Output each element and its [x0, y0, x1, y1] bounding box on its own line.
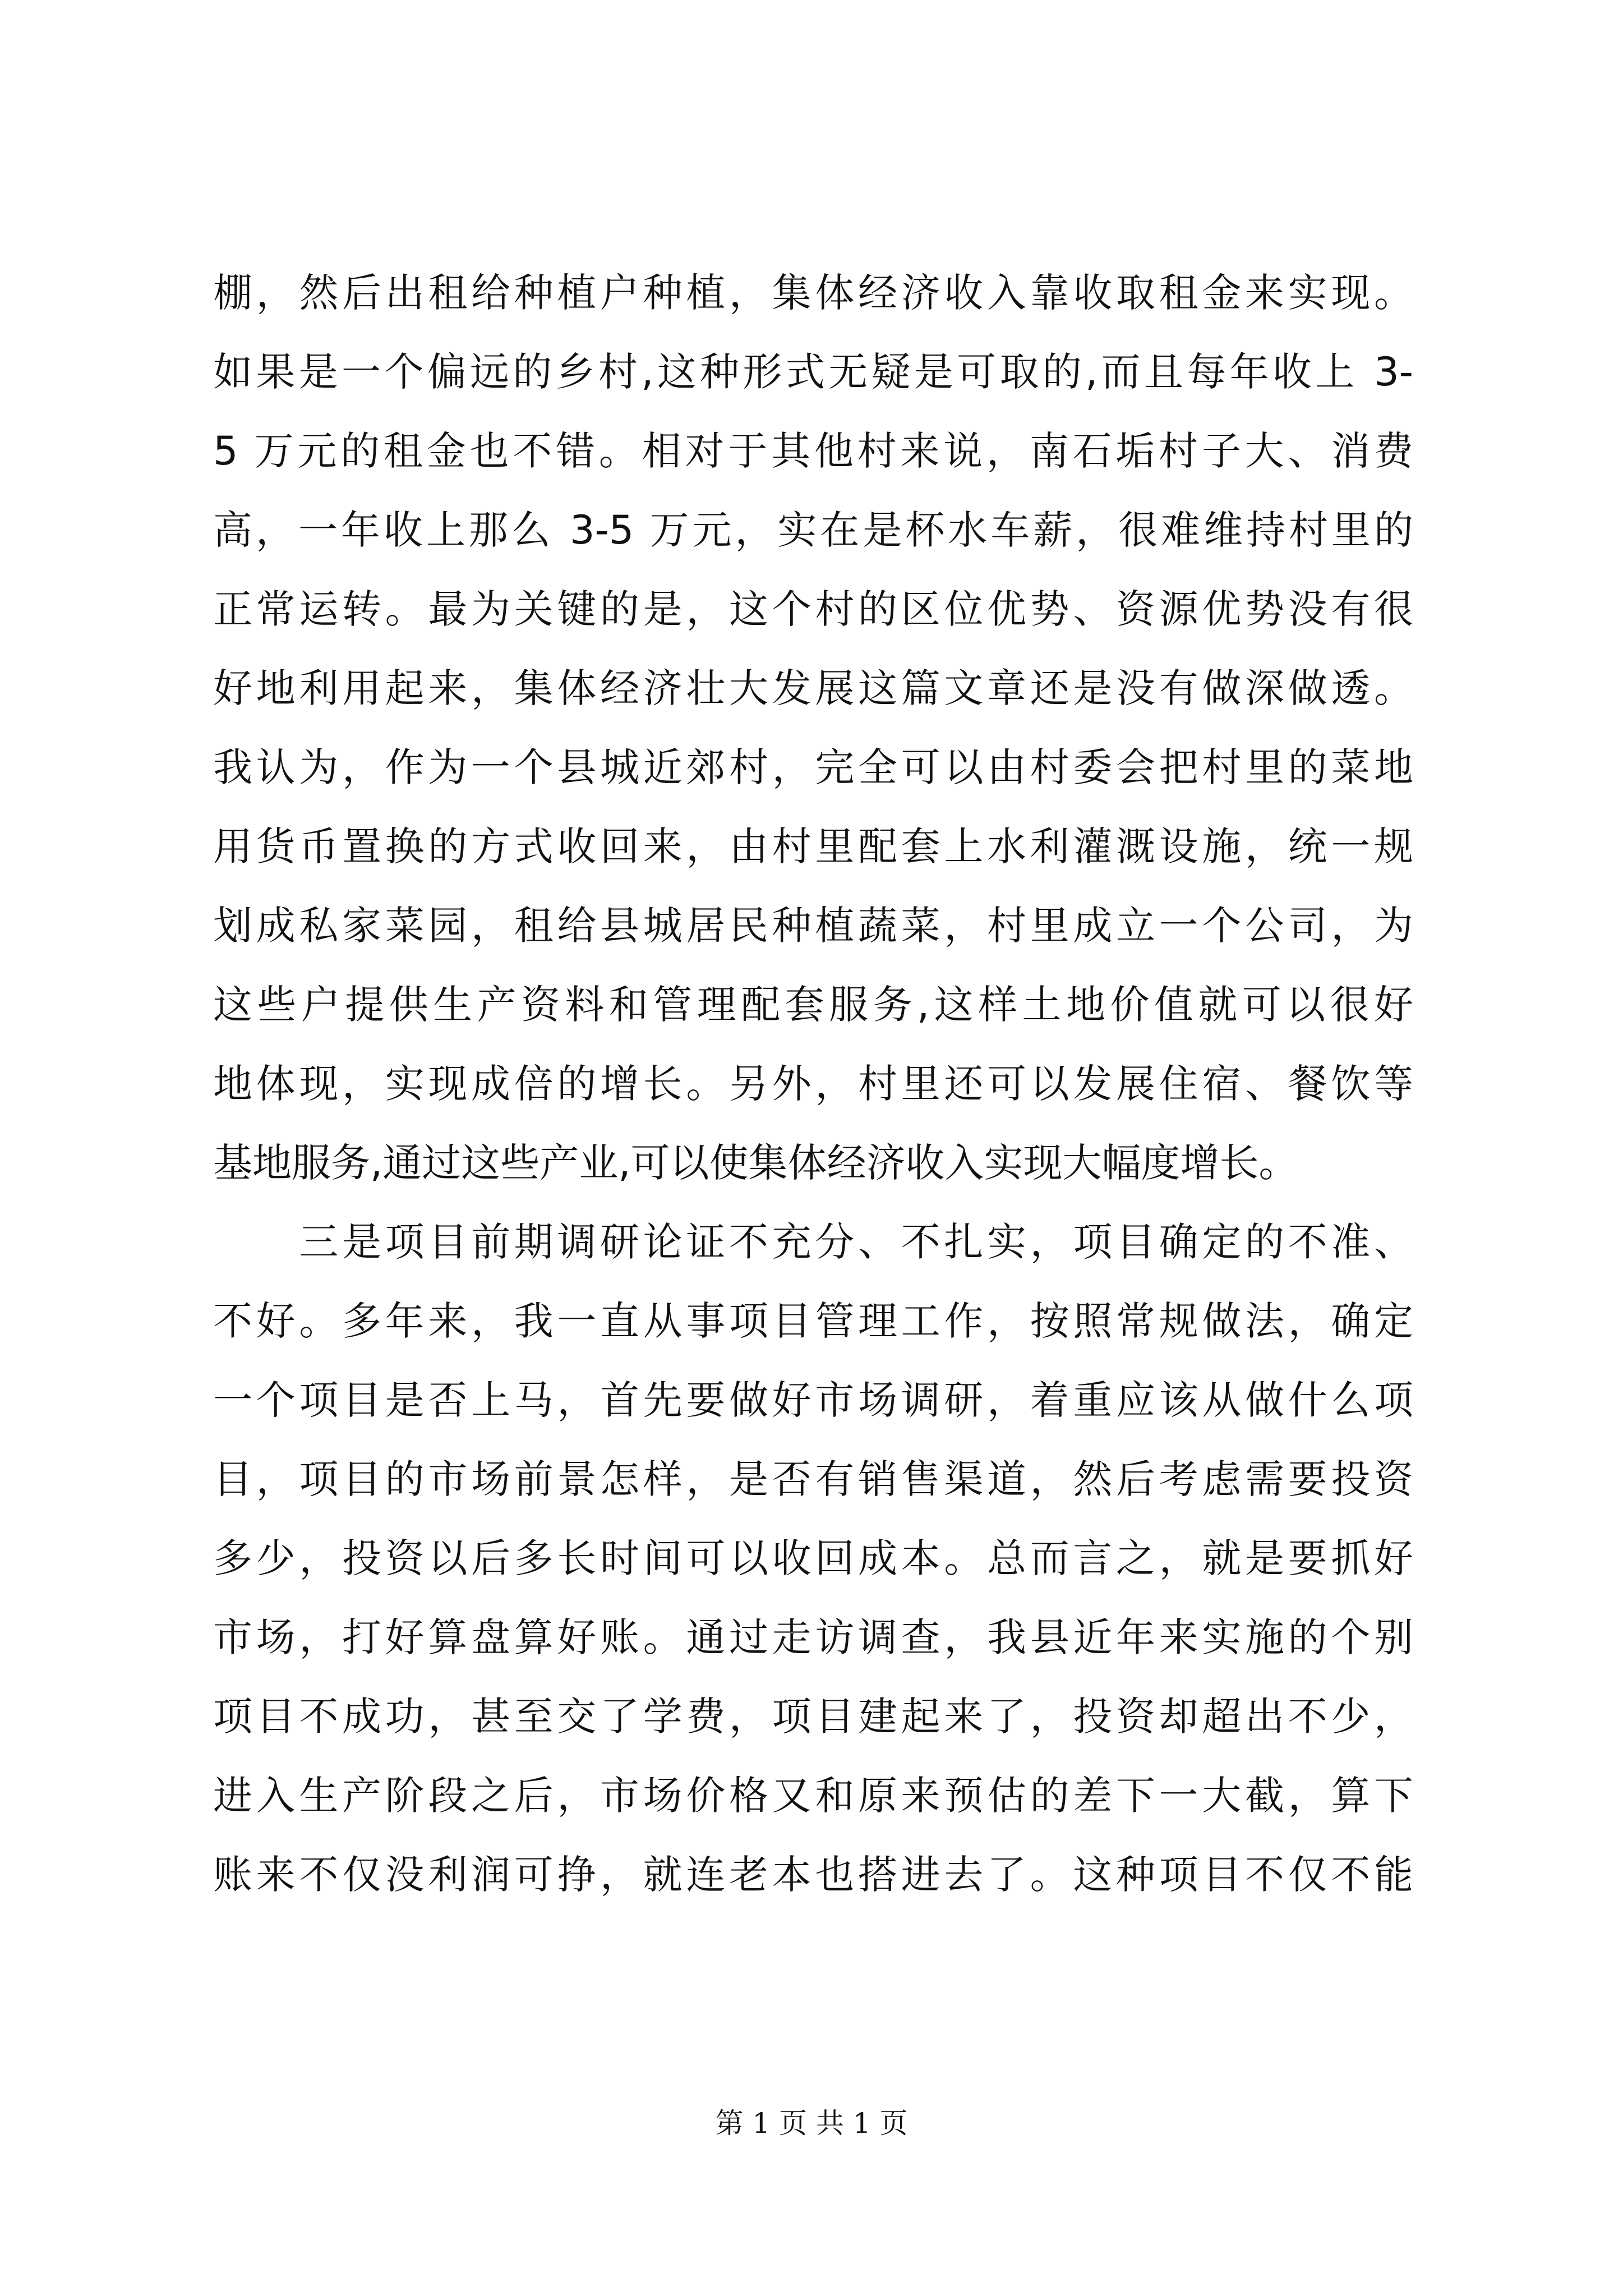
- text-line: 目，项目的市场前景怎样，是否有销售渠道，然后考虑需要投资: [213, 1456, 1413, 1502]
- text-line: 正常运转。最为关键的是，这个村的区位优势、资源优势没有很: [213, 586, 1413, 632]
- text-line: 用货币置换的方式收回来，由村里配套上水利灌溉设施，统一规: [213, 823, 1413, 869]
- text-line: 这些户提供生产资料和管理配套服务,这样土地价值就可以很好: [213, 982, 1413, 1028]
- text-line: 地体现，实现成倍的增长。另外，村里还可以发展住宿、餐饮等: [213, 1061, 1413, 1107]
- text-line: 如果是一个偏远的乡村,这种形式无疑是可取的,而且每年收上 3-: [213, 349, 1413, 395]
- text-line: 账来不仅没利润可挣，就连老本也搭进去了。这种项目不仅不能: [213, 1852, 1413, 1898]
- text-line: 进入生产阶段之后，市场价格又和原来预估的差下一大截，算下: [213, 1773, 1413, 1819]
- text-line: 基地服务,通过这些产业,可以使集体经济收入实现大幅度增长。: [213, 1140, 1298, 1186]
- body-text: [213, 254, 1413, 1915]
- text-line: 一个项目是否上马，首先要做好市场调研，着重应该从做什么项: [213, 1377, 1413, 1423]
- text-line: 5 万元的租金也不错。相对于其他村来说，南石垢村子大、消费: [213, 428, 1413, 474]
- text-line: 市场，打好算盘算好账。通过走访调查，我县近年来实施的个别: [213, 1614, 1413, 1660]
- text-line: 三是项目前期调研论证不充分、不扎实，项目确定的不准、: [213, 1219, 1413, 1265]
- text-line: 棚，然后出租给种植户种植，集体经济收入靠收取租金来实现。: [213, 270, 1413, 316]
- text-line: 多少，投资以后多长时间可以收回成本。总而言之，就是要抓好: [213, 1535, 1413, 1581]
- text-line: 不好。多年来，我一直从事项目管理工作，按照常规做法，确定: [213, 1298, 1413, 1344]
- page-number-footer: 第 1 页 共 1 页: [715, 2107, 908, 2139]
- text-line: 划成私家菜园，租给县城居民种植蔬菜，村里成立一个公司，为: [213, 903, 1413, 949]
- text-line: 项目不成功，甚至交了学费，项目建起来了，投资却超出不少，: [213, 1694, 1413, 1740]
- text-line: 我认为，作为一个县城近郊村，完全可以由村委会把村里的菜地: [213, 744, 1413, 790]
- text-line: 好地利用起来，集体经济壮大发展这篇文章还是没有做深做透。: [213, 665, 1413, 711]
- text-line: 高，一年收上那么 3-5 万元，实在是杯水车薪，很难维持村里的: [213, 507, 1413, 553]
